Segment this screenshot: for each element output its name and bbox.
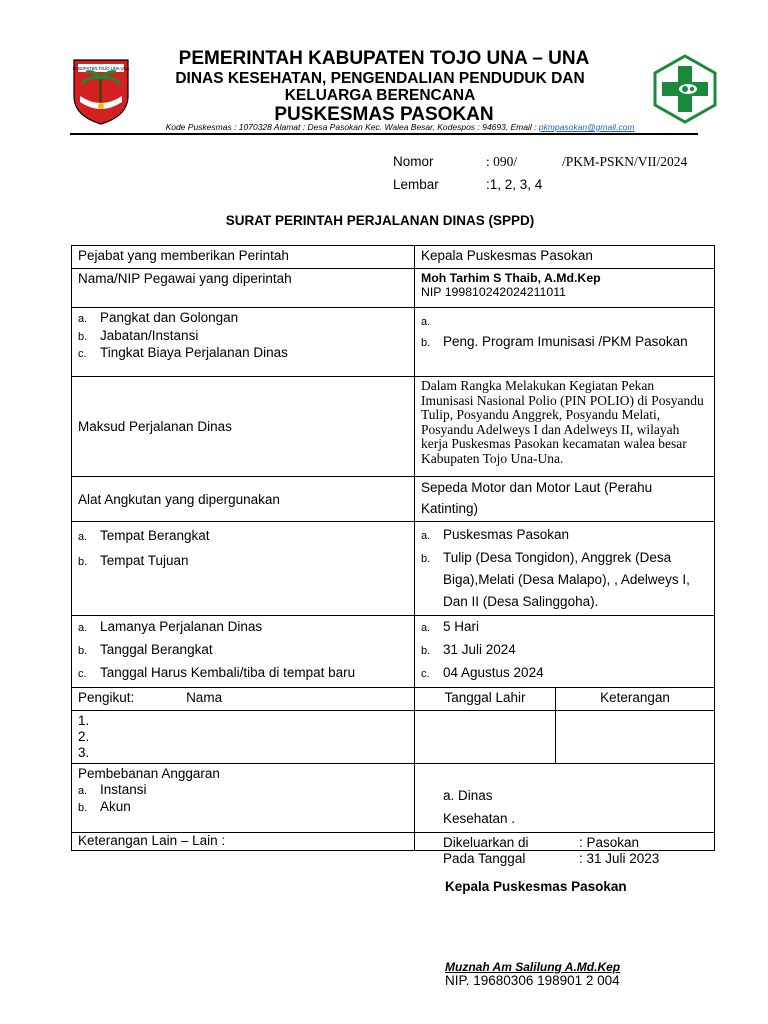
nama-header: Nama [186,690,223,705]
jabatan-value: Peng. Program Imunisasi /PKM Pasokan [443,334,688,349]
marker: a. [78,313,88,325]
nomor-value: : 090/ [486,154,518,169]
list-item [421,316,708,328]
pengikut-2: 2. [78,729,90,744]
anggaran-line-1: a. Dinas [443,788,493,803]
marker: b. [78,645,88,657]
tanggal-lahir-cell [415,711,556,764]
list-item [78,799,408,817]
nomor-label: Nomor [393,154,434,169]
r10-right [415,764,715,833]
pangkat-label: Pangkat dan Golongan [100,310,239,325]
marker: c. [78,348,87,360]
lembar-label: Lembar [393,177,439,192]
r5-right: Sepeda Motor dan Motor Laut (Perahu Katinting) [415,477,715,522]
tgl-kembali-value: 04 Agustus 2024 [443,665,544,680]
r1-left: Pejabat yang memberikan Perintah [72,246,415,269]
r5-left: Alat Angkutan yang dipergunakan [72,477,415,522]
marker: a. [78,784,88,797]
emblem-label: KABUPATEN TOJO UNA UNA [72,66,130,71]
r6-right [415,522,715,616]
r7-right [415,616,715,688]
list-item [78,782,408,800]
keterangan-cell [556,711,715,764]
sppd-table [71,245,715,851]
marker: b. [78,330,88,343]
r4-left: Maksud Perjalanan Dinas [72,377,415,477]
r2-left: Nama/NIP Pegawai yang diperintah [72,269,415,308]
list-item [421,524,708,547]
signer-nip: NIP. 19680306 198901 2 004 [445,973,620,988]
marker: a. [421,622,431,634]
list-item [78,549,408,574]
tgl-kembali-label: Tanggal Harus Kembali/tiba di tempat baru [100,665,356,680]
keterangan-header: Keterangan [556,688,715,711]
list-item [421,334,708,349]
list-item [78,328,408,346]
akun-label: Akun [100,799,131,814]
government-title: PEMERINTAH KABUPATEN TOJO UNA – UNA [178,48,590,69]
employee-nip: NIP 199810242024211011 [421,285,566,299]
table-row [72,269,715,308]
pengikut-label: Pengikut: [78,690,135,705]
list-item [421,547,708,613]
marker: c. [78,668,87,680]
marker: a. [421,530,431,542]
marker: b. [78,556,88,568]
table-row [72,377,715,477]
marker: c. [421,668,430,680]
r9-left [72,711,415,764]
signer-title: Kepala Puskesmas Pasokan [445,879,627,894]
pembebanan-label: Pembebanan Anggaran [78,766,220,781]
r8-left [72,688,415,711]
list-item [421,639,708,662]
letterhead-divider [70,133,698,135]
list-item [78,662,408,685]
table-row [72,711,715,764]
tujuan-value: Tulip (Desa Tongidon), Anggrek (Desa Biga),Melati (Desa Malapo), , Adelweys I, Dan II (Desa Salinggoha). [443,550,690,609]
pengikut-3: 3. [78,745,90,760]
list-item [78,639,408,662]
puskesmas-title: PUSKESMAS PASOKAN [274,104,494,125]
table-row [72,477,715,522]
berangkat-label: Tempat Berangkat [100,528,210,543]
lama-value: 5 Hari [443,619,480,634]
list-item [78,345,408,363]
pengikut-1: 1. [78,713,90,728]
marker: b. [421,337,431,349]
list-item [78,524,408,549]
address-line [0,122,768,132]
list-item [78,310,408,328]
tanggal-value: : 31 Juli 2023 [579,851,660,866]
lembar-value: :1, 2, 3, 4 [486,177,543,192]
signer-name: Muznah Am Salilung A.Md.Kep [445,960,621,974]
list-item [421,662,708,685]
marker: b. [78,802,88,814]
tujuan-label: Tempat Tujuan [100,553,189,568]
marker: b. [421,553,431,565]
table-row [72,616,715,688]
berangkat-value: Puskesmas Pasokan [443,527,570,542]
r10-left [72,764,415,833]
tanggal-label: Pada Tanggal [443,851,526,866]
r3-right [415,308,715,377]
marker: a. [421,316,431,328]
instansi-label: Instansi [100,781,147,797]
r4-right: Dalam Rangka Melakukan Kegiatan Pekan Imunisasi Nasional Polio (PIN POLIO) di Posyandu Tulip, Posyandu Anggrek, Posyandu Melati, Posyandu Adelweys I dan Adelweys II, wilayah kerja Puskesmas Pasokan kecamatan walea besar Kabupaten Tojo Una-Una. [415,377,715,477]
biaya-label: Tingkat Biaya Perjalanan Dinas [100,345,288,360]
r2-right [415,269,715,308]
marker: a. [78,531,88,543]
anggaran-line-2: Kesehatan . [443,811,516,826]
nomor-suffix: /PKM-PSKN/VII/2024 [562,154,688,169]
tgl-berangkat-value: 31 Juli 2024 [443,642,516,657]
tanggal-lahir-header: Tanggal Lahir [415,688,556,711]
table-row [72,764,715,833]
address-text: Kode Puskesmas : 1070328 Alamat : Desa Pasokan Kec. Walea Besar, Kodespos : 94693, Email : [165,122,537,132]
table-row [72,308,715,377]
document-title: SURAT PERINTAH PERJALANAN DINAS (SPPD) [225,213,535,228]
lama-label: Lamanya Perjalanan Dinas [100,619,263,634]
r6-left [72,522,415,616]
tgl-berangkat-label: Tanggal Berangkat [100,642,213,657]
dikeluarkan-label: Dikeluarkan di [443,835,529,850]
r1-right: Kepala Puskesmas Pasokan [415,246,715,269]
list-item [421,616,708,639]
table-row [72,246,715,269]
marker: a. [78,622,88,634]
list-item [78,616,408,639]
r7-left [72,616,415,688]
table-row [72,688,715,711]
jabatan-label: Jabatan/Instansi [100,327,199,343]
department-title: DINAS KESEHATAN, PENGENDALIAN PENDUDUK DAN KELUARGA BERENCANA [175,70,585,104]
email-link[interactable]: pkmpasokan@gmail.com [538,122,635,132]
r11-left: Keterangan Lain – Lain : [72,833,415,851]
dikeluarkan-value: : Pasokan [579,835,640,850]
marker: b. [421,645,431,657]
table-row [72,522,715,616]
r3-left [72,308,415,377]
employee-name: Moh Tarhim S Thaib, A.Md.Kep [421,271,601,285]
